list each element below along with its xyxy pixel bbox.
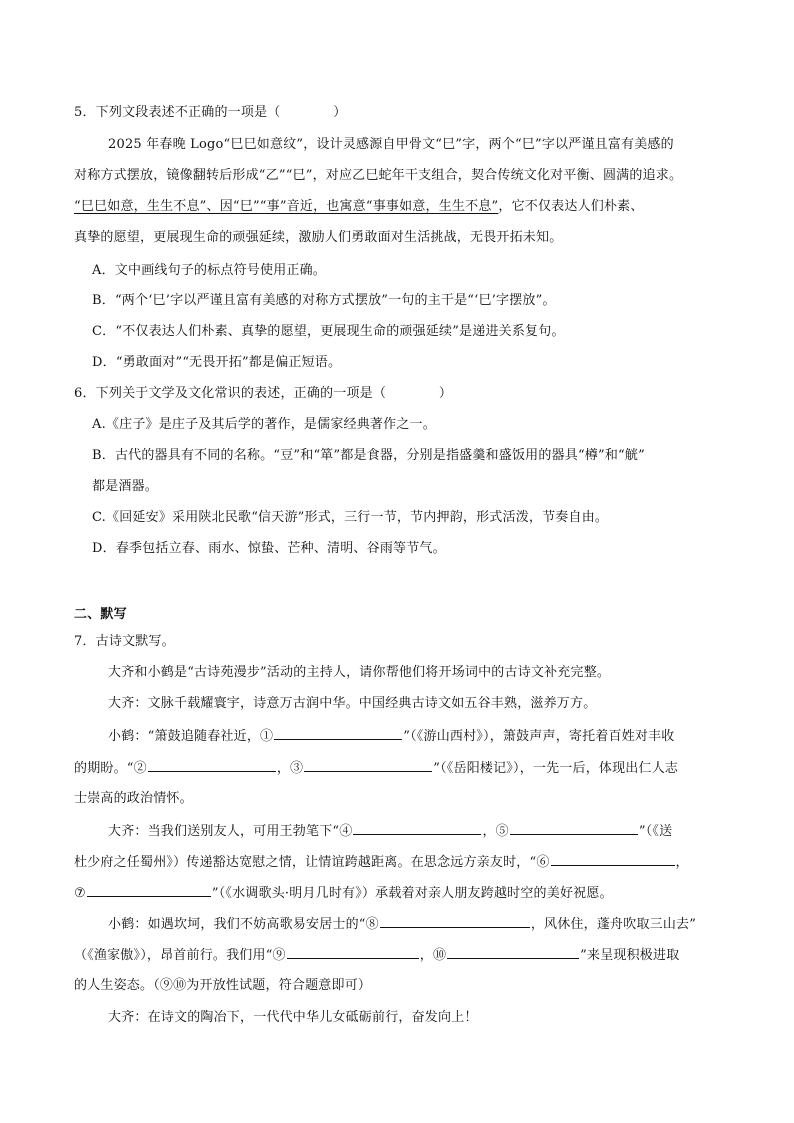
q5-option-b: B．“两个‘巳’字以严谨且富有美感的对称方式摆放”一句的主干是“‘巳’字摆放”。 xyxy=(92,293,556,308)
q5-option-c: C．“不仅表达人们朴素、真挚的愿望，更展现生命的顽强延续”是递进关系复句。 xyxy=(92,324,565,339)
answer-blank-1[interactable] xyxy=(274,727,402,740)
question-5-stem: 5．下列文段表述不正确的一项是（ ） xyxy=(74,105,347,120)
q5-passage-line: 真挚的愿望，更展现生命的顽强延续，激励人们勇敢面对生活挑战，无畏开拓未知。 xyxy=(74,230,563,245)
answer-blank-8[interactable] xyxy=(380,915,530,928)
q7-text: 的期盼。“② xyxy=(74,761,147,776)
q7-text: ”（《送 xyxy=(638,824,673,839)
q7-line xyxy=(74,884,613,903)
q7-line: 大齐：文脉千载耀寰宇，诗意万古润中华。中国经典古诗文如五谷丰熟，滋养万方。 xyxy=(108,696,597,711)
q7-line xyxy=(74,759,678,778)
q7-line xyxy=(74,946,679,965)
q7-text: 小鹤：“箫鼓追随春社近，① xyxy=(108,729,274,744)
q7-line xyxy=(108,915,696,934)
q5-passage-line xyxy=(74,198,644,216)
q7-text: ， xyxy=(675,855,689,870)
q7-line xyxy=(108,822,672,841)
q7-text: ”（《游山西村》），箫鼓声声，寄托着百姓对丰收 xyxy=(403,729,675,744)
q7-text: ⑦ xyxy=(74,886,86,901)
q5-passage-line: 对称方式摆放，镜像翻转后形成“乙”“巳”，对应乙巳蛇年干支组合，契合传统文化对平衡、圆满的追求。 xyxy=(74,168,683,183)
q6-option-b: B．古代的器具有不同的名称。“豆”和“箪”都是食器，分别是指盛羹和盛饭用的器具“樽”和“觥” xyxy=(92,448,645,463)
q6-option-a: A.《庄子》是庄子及其后学的著作，是儒家经典著作之一。 xyxy=(92,417,436,432)
q5-option-d: D．“勇敢面对”“无畏开拓”都是偏正短语。 xyxy=(92,355,342,370)
answer-blank-3[interactable] xyxy=(304,759,432,772)
q7-text: 大齐：当我们送别友人，可用王勃笔下“④ xyxy=(108,824,353,839)
q6-option-d: D．春季包括立春、雨水、惊蛰、芒种、清明、谷雨等节气。 xyxy=(92,541,446,556)
q5-option-a: A．文中画线句子的标点符号使用正确。 xyxy=(92,263,326,278)
answer-blank-4[interactable] xyxy=(353,822,481,835)
q7-line: 的人生姿态。（⑨⑩为开放性试题，符合题意即可） xyxy=(74,978,372,993)
q6-option-c: C.《回延安》采用陕北民歌“信天游”形式，三行一节，节内押韵，形式活泼，节奏自由。 xyxy=(92,510,609,525)
q5-passage-text: ，它不仅表达人们朴素、 xyxy=(498,199,644,214)
q7-text: （《渔家傲》），昂首前行。我们用“⑨ xyxy=(74,948,286,963)
answer-blank-5[interactable] xyxy=(510,822,638,835)
q7-line: 大齐：在诗文的陶冶下，一代代中华儿女砥砺前行，奋发向上！ xyxy=(108,1010,478,1025)
q7-text: ”（《岳阳楼记》），一先一后，体现出仁人志 xyxy=(433,761,679,776)
q7-text: ，⑩ xyxy=(419,948,447,963)
q7-text: 小鹤：如遇坎坷，我们不妨高歌易安居士的“⑧ xyxy=(108,917,379,932)
q7-text: ”来呈现积极进取 xyxy=(580,948,680,963)
q7-line: 士崇高的政治情怀。 xyxy=(74,791,193,806)
q7-line xyxy=(74,853,689,872)
q7-intro: 大齐和小鹤是“古诗苑漫步”活动的主持人，请你帮他们将开场词中的古诗文补充完整。 xyxy=(108,665,611,680)
q7-text: ，风休住，蓬舟吹取三山去” xyxy=(530,917,697,932)
q5-passage-line: 2025 年春晚 Logo“巳巳如意纹”，设计灵感源自甲骨文“巳”字，两个“巳”字以严谨且富有美感的 xyxy=(108,137,674,152)
answer-blank-10[interactable] xyxy=(447,946,579,959)
q5-underlined-sentence: “巳巳如意，生生不息”、因“巳”“事”音近，也寓意“事事如意，生生不息” xyxy=(74,199,499,214)
q7-text: ”（《水调歌头·明月几时有》）承载着对亲人朋友跨越时空的美好祝愿。 xyxy=(211,886,613,901)
answer-blank-6[interactable] xyxy=(551,853,675,866)
q7-line xyxy=(108,727,675,746)
question-6-stem: 6．下列关于文学及文化常识的表述，正确的一项是（ ） xyxy=(74,386,453,401)
q6-option-b-continued: 都是酒器。 xyxy=(92,479,159,494)
q7-text: 杜少府之任蜀州》）传递豁达宽慰之情，让情谊跨越距离。在思念远方亲友时，“⑥ xyxy=(74,855,550,870)
answer-blank-2[interactable] xyxy=(148,759,276,772)
section-heading: 二、默写 xyxy=(74,607,127,622)
answer-blank-7[interactable] xyxy=(87,884,211,897)
question-7-stem: 7．古诗文默写。 xyxy=(74,634,175,649)
answer-blank-9[interactable] xyxy=(287,946,419,959)
q7-text: ，⑤ xyxy=(482,824,509,839)
q7-text: ，③ xyxy=(276,761,304,776)
